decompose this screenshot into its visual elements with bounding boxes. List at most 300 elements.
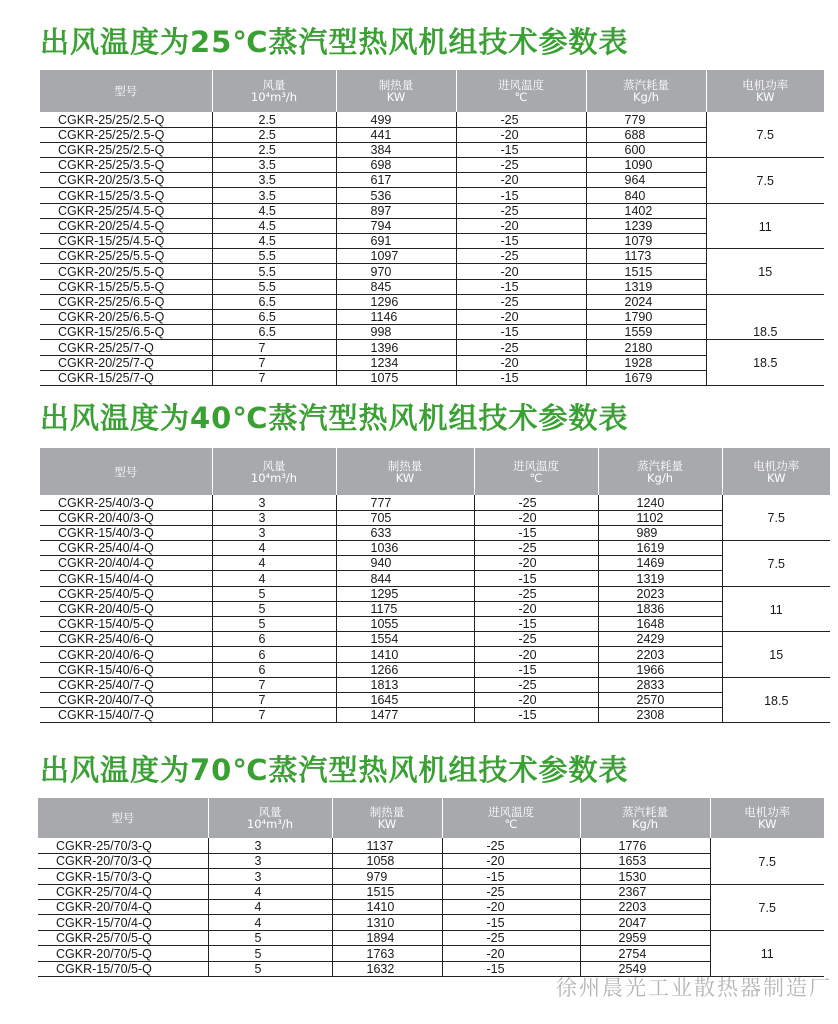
cell-heating-capacity: 1632 [332,961,442,976]
cell-airflow: 4 [212,556,336,571]
cell-motor-power [706,234,824,249]
cell-inlet-temp: -25 [474,586,598,601]
cell-heating-capacity: 1396 [336,340,456,355]
cell-heating-capacity: 705 [336,510,474,525]
cell-motor-power [722,495,830,510]
table-row [38,884,824,899]
table-row [40,309,824,324]
cell-airflow: 6.5 [212,309,336,324]
cell-motor-power [706,279,824,294]
cell-inlet-temp: -15 [474,571,598,586]
table-row [38,869,824,884]
cell-airflow: 6.5 [212,325,336,340]
cell-motor-power [706,370,824,385]
cell-steam-consumption: 2754 [580,946,710,961]
table-row [40,158,824,173]
cell-motor-power [710,838,824,853]
cell-heating-capacity: 1410 [332,900,442,915]
cell-inlet-temp: -25 [456,158,586,173]
column-header-heating-capacity [336,448,474,495]
column-header-line: 电机功率 [742,78,789,92]
cell-heating-capacity: 940 [336,556,474,571]
table-row [40,112,824,127]
column-header-line: 风量 [258,805,282,819]
cell-airflow: 3.5 [212,188,336,203]
column-header-line: 蒸汽耗量 [622,805,668,819]
cell-steam-consumption: 2047 [580,915,710,930]
table-row [38,930,824,945]
cell-heating-capacity: 845 [336,279,456,294]
cell-inlet-temp: -20 [456,218,586,233]
cell-steam-consumption: 2959 [580,930,710,945]
cell-inlet-temp: -15 [442,915,580,930]
cell-airflow: 3.5 [212,173,336,188]
column-header-inlet-temp [456,70,586,112]
cell-steam-consumption: 1776 [580,838,710,853]
column-header-line: KW [395,470,415,485]
cell-inlet-temp: -15 [456,234,586,249]
table-row [40,249,824,264]
table-row [40,692,830,707]
cell-motor-power: 11 [769,602,783,617]
cell-steam-consumption: 2367 [580,884,710,899]
cell-heating-capacity: 1515 [332,884,442,899]
column-header-airflow [208,798,332,838]
column-header-airflow [212,70,336,112]
cell-inlet-temp: -15 [456,370,586,385]
column-header-inlet-temp [442,798,580,838]
cell-inlet-temp: -25 [474,677,598,692]
column-header-steam-consumption [598,448,722,495]
table-row [38,946,824,961]
cell-airflow: 3 [208,869,332,884]
column-header-heating-capacity [336,70,456,112]
cell-steam-consumption: 1559 [586,325,706,340]
cell-motor-power: 18.5 [753,356,778,371]
cell-motor-power: 7.5 [767,556,785,571]
cell-inlet-temp: -25 [474,632,598,647]
cell-model: CGKR-20/25/7-Q [40,355,212,370]
table-title-70c: 出风温度为70℃蒸汽型热风机组技术参数表 [40,753,629,787]
cell-motor-power [722,586,830,601]
cell-steam-consumption: 964 [586,173,706,188]
cell-airflow: 5 [208,961,332,976]
cell-airflow: 4.5 [212,203,336,218]
cell-motor-power: 7.5 [756,128,774,143]
column-header-line: 风量 [262,458,286,473]
cell-inlet-temp: -20 [456,127,586,142]
cell-inlet-temp: -15 [456,142,586,157]
cell-inlet-temp: -15 [474,525,598,540]
table-row [40,525,830,540]
cell-heating-capacity: 1146 [336,309,456,324]
cell-inlet-temp: -15 [442,869,580,884]
cell-heating-capacity: 633 [336,525,474,540]
table-row [40,127,824,142]
cell-airflow: 7 [212,355,336,370]
cell-model: CGKR-20/25/5.5-Q [40,264,212,279]
cell-steam-consumption: 2180 [586,340,706,355]
cell-motor-power: 7.5 [767,511,785,526]
column-header-line: 蒸汽耗量 [623,78,669,92]
cell-inlet-temp: -20 [474,692,598,707]
table-row [40,142,824,157]
table-row [38,853,824,868]
table-row [40,203,824,218]
cell-steam-consumption: 840 [586,188,706,203]
cell-steam-consumption: 2429 [598,632,722,647]
cell-heating-capacity: 1410 [336,647,474,662]
cell-inlet-temp: -25 [442,930,580,945]
cell-model: CGKR-15/40/5-Q [40,617,212,632]
cell-steam-consumption: 989 [598,525,722,540]
cell-heating-capacity: 1234 [336,355,456,370]
cell-steam-consumption: 2308 [598,708,722,723]
cell-steam-consumption: 1079 [586,234,706,249]
cell-inlet-temp: -15 [474,708,598,723]
spec-table-70c [38,798,824,977]
cell-airflow: 4 [212,541,336,556]
cell-motor-power [722,632,830,647]
cell-model: CGKR-20/40/7-Q [40,692,212,707]
cell-model: CGKR-20/25/4.5-Q [40,218,212,233]
cell-motor-power: 11 [758,219,772,234]
table-row [40,632,830,647]
table-title-25c: 出风温度为25℃蒸汽型热风机组技术参数表 [40,25,629,59]
cell-motor-power: 15 [769,648,784,663]
cell-inlet-temp: -20 [456,309,586,324]
column-header-line: 进风温度 [498,78,544,92]
cell-motor-power: 7.5 [758,900,776,915]
cell-heating-capacity: 617 [336,173,456,188]
column-header-steam-consumption [580,798,710,838]
column-header-line: 制热量 [387,458,423,473]
cell-inlet-temp: -20 [474,601,598,616]
cell-model: CGKR-25/25/2.5-Q [40,142,212,157]
column-header-line: KW [766,470,786,485]
table-row [40,495,830,510]
cell-steam-consumption: 2203 [598,647,722,662]
cell-model: CGKR-20/25/6.5-Q [40,309,212,324]
cell-steam-consumption: 1319 [598,571,722,586]
cell-steam-consumption: 1679 [586,370,706,385]
cell-airflow: 7 [212,370,336,385]
column-header-line: ℃ [504,817,518,831]
cell-airflow: 4 [208,900,332,915]
cell-airflow: 5.5 [212,249,336,264]
cell-heating-capacity: 384 [336,142,456,157]
cell-model: CGKR-25/70/4-Q [38,884,208,899]
table-row [40,617,830,632]
cell-steam-consumption: 2570 [598,692,722,707]
cell-motor-power [722,541,830,556]
table-row [40,510,830,525]
cell-airflow: 7 [212,692,336,707]
column-header-line: KW [755,90,775,104]
cell-airflow: 6 [212,647,336,662]
cell-heating-capacity: 777 [336,495,474,510]
cell-model: CGKR-25/40/3-Q [40,495,212,510]
cell-airflow: 6.5 [212,294,336,309]
cell-heating-capacity: 1296 [336,294,456,309]
spec-table-25c [40,70,824,386]
column-header-line: 型号 [114,464,138,479]
column-header-motor-power [710,798,824,838]
table-row [40,677,830,692]
cell-airflow: 4 [208,915,332,930]
cell-motor-power: 18.5 [706,325,824,340]
cell-inlet-temp: -15 [474,662,598,677]
cell-inlet-temp: -15 [456,325,586,340]
cell-steam-consumption: 1836 [598,601,722,616]
cell-inlet-temp: -20 [442,853,580,868]
column-header-line: ℃ [514,90,528,104]
cell-steam-consumption: 1319 [586,279,706,294]
table-row [40,601,830,616]
column-header-line: Kg/h [631,817,658,831]
cell-motor-power: 18.5 [764,693,789,708]
table-row [40,264,824,279]
cell-model: CGKR-20/70/3-Q [38,853,208,868]
cell-steam-consumption: 1648 [598,617,722,632]
cell-inlet-temp: -25 [474,541,598,556]
cell-motor-power [706,188,824,203]
table-row [40,556,830,571]
cell-inlet-temp: -25 [442,838,580,853]
header-row [38,798,824,838]
cell-heating-capacity: 897 [336,203,456,218]
cell-airflow: 7 [212,677,336,692]
cell-model: CGKR-20/25/3.5-Q [40,173,212,188]
cell-heating-capacity: 1058 [332,853,442,868]
cell-airflow: 2.5 [212,112,336,127]
cell-inlet-temp: -15 [474,617,598,632]
cell-model: CGKR-25/40/5-Q [40,586,212,601]
cell-model: CGKR-20/70/5-Q [38,946,208,961]
column-header-line: KW [386,90,406,104]
cell-inlet-temp: -25 [456,249,586,264]
table-row [40,234,824,249]
cell-heating-capacity: 1310 [332,915,442,930]
column-header-line: ℃ [529,470,543,485]
cell-inlet-temp: -25 [456,340,586,355]
column-header-line: 进风温度 [488,805,534,819]
column-header-line: Kg/h [632,90,659,104]
column-header-line: 型号 [114,84,138,98]
cell-model: CGKR-20/40/5-Q [40,601,212,616]
table-row [40,218,824,233]
column-header-motor-power [706,70,824,112]
cell-motor-power [710,930,824,945]
cell-heating-capacity: 794 [336,218,456,233]
cell-model: CGKR-25/70/3-Q [38,838,208,853]
cell-steam-consumption: 2024 [586,294,706,309]
table-row [40,173,824,188]
cell-airflow: 6 [212,632,336,647]
cell-model: CGKR-15/70/4-Q [38,915,208,930]
cell-inlet-temp: -20 [456,355,586,370]
cell-steam-consumption: 1102 [598,510,722,525]
cell-heating-capacity: 1055 [336,617,474,632]
table-row [40,294,824,309]
table-row [40,708,830,723]
cell-airflow: 5 [208,930,332,945]
cell-steam-consumption: 1173 [586,249,706,264]
column-header-line: 10⁴m³/h [246,817,294,831]
cell-heating-capacity: 998 [336,325,456,340]
cell-model: CGKR-20/40/6-Q [40,647,212,662]
column-header-line: 制热量 [369,805,405,819]
cell-airflow: 5 [212,586,336,601]
cell-motor-power [706,158,824,173]
column-header-line: 风量 [262,78,286,92]
cell-inlet-temp: -20 [474,510,598,525]
cell-heating-capacity: 1763 [332,946,442,961]
cell-airflow: 3 [208,853,332,868]
cell-model: CGKR-25/25/2.5-Q [40,127,212,142]
cell-steam-consumption: 1239 [586,218,706,233]
cell-steam-consumption: 688 [586,127,706,142]
cell-steam-consumption: 1928 [586,355,706,370]
column-header-line: 10⁴m³/h [250,90,298,104]
cell-model: CGKR-25/40/6-Q [40,632,212,647]
cell-model: CGKR-25/25/3.5-Q [40,158,212,173]
cell-model: CGKR-20/40/3-Q [40,510,212,525]
table-row [40,541,830,556]
cell-airflow: 5 [212,601,336,616]
cell-model: CGKR-25/70/5-Q [38,930,208,945]
column-header-heating-capacity [332,798,442,838]
table-row [40,325,824,340]
cell-airflow: 5 [212,617,336,632]
column-header-line: 电机功率 [753,458,800,473]
cell-motor-power [706,340,824,355]
cell-airflow: 3 [212,525,336,540]
cell-motor-power: 15 [758,265,773,280]
cell-motor-power: 7.5 [758,854,776,869]
table-row [40,586,830,601]
cell-motor-power [710,869,824,884]
cell-model: CGKR-20/40/4-Q [40,556,212,571]
cell-airflow: 5.5 [212,264,336,279]
column-header-inlet-temp [474,448,598,495]
cell-airflow: 7 [212,340,336,355]
table-row [38,838,824,853]
cell-inlet-temp: -15 [456,188,586,203]
table-row [40,279,824,294]
cell-inlet-temp: -25 [474,495,598,510]
cell-motor-power: 7.5 [756,173,774,188]
cell-motor-power [706,309,824,324]
cell-steam-consumption: 1090 [586,158,706,173]
cell-airflow: 3.5 [212,158,336,173]
cell-model: CGKR-25/25/5.5-Q [40,249,212,264]
header-row [40,448,830,495]
cell-heating-capacity: 1554 [336,632,474,647]
column-header-line: KW [377,817,397,831]
cell-heating-capacity: 1295 [336,586,474,601]
cell-motor-power [710,884,824,899]
cell-model: CGKR-15/70/5-Q [38,961,208,976]
column-header-model [40,448,212,495]
cell-motor-power [722,617,830,632]
cell-airflow: 3 [212,495,336,510]
column-header-steam-consumption [586,70,706,112]
column-header-line: KW [757,817,777,831]
cell-airflow: 6 [212,662,336,677]
column-header-line: Kg/h [646,470,673,485]
column-header-line: 电机功率 [744,805,791,819]
cell-heating-capacity: 1645 [336,692,474,707]
cell-steam-consumption: 2833 [598,677,722,692]
cell-model: CGKR-25/25/7-Q [40,340,212,355]
table-row [40,188,824,203]
cell-model: CGKR-15/40/6-Q [40,662,212,677]
cell-heating-capacity: 1175 [336,601,474,616]
spec-table-40c [40,448,830,723]
cell-inlet-temp: -15 [442,961,580,976]
cell-heating-capacity: 1137 [332,838,442,853]
column-header-line: 制热量 [378,78,414,92]
cell-inlet-temp: -20 [474,647,598,662]
cell-model: CGKR-25/25/6.5-Q [40,294,212,309]
cell-steam-consumption: 1966 [598,662,722,677]
cell-model: CGKR-25/25/2.5-Q [40,112,212,127]
column-header-line: 蒸汽耗量 [637,458,683,473]
cell-steam-consumption: 1515 [586,264,706,279]
cell-steam-consumption: 1469 [598,556,722,571]
column-header-model [40,70,212,112]
cell-model: CGKR-15/25/3.5-Q [40,188,212,203]
cell-airflow: 4.5 [212,234,336,249]
cell-motor-power [710,915,824,930]
cell-motor-power [722,708,830,723]
cell-airflow: 4 [208,884,332,899]
column-header-line: 进风温度 [513,458,559,473]
cell-motor-power [706,203,824,218]
manufacturer-watermark: 徐州晨光工业散热器制造厂 [556,976,832,1000]
table-row [40,647,830,662]
cell-steam-consumption: 1790 [586,309,706,324]
cell-airflow: 3 [208,838,332,853]
cell-heating-capacity: 970 [336,264,456,279]
cell-heating-capacity: 1075 [336,370,456,385]
cell-airflow: 2.5 [212,142,336,157]
cell-motor-power: 11 [760,947,774,962]
column-header-airflow [212,448,336,495]
cell-inlet-temp: -25 [456,112,586,127]
cell-steam-consumption: 1619 [598,541,722,556]
cell-steam-consumption: 1653 [580,853,710,868]
header-row [40,70,824,112]
cell-inlet-temp: -20 [474,556,598,571]
cell-inlet-temp: -20 [456,264,586,279]
cell-inlet-temp: -25 [456,203,586,218]
column-header-line: 10⁴m³/h [250,470,298,485]
column-header-model [38,798,208,838]
cell-inlet-temp: -20 [456,173,586,188]
cell-heating-capacity: 698 [336,158,456,173]
table-row [40,355,824,370]
cell-model: CGKR-15/25/6.5-Q [40,325,212,340]
cell-airflow: 5.5 [212,279,336,294]
table-row [40,340,824,355]
cell-inlet-temp: -20 [442,946,580,961]
cell-steam-consumption: 600 [586,142,706,157]
cell-steam-consumption: 1530 [580,869,710,884]
cell-model: CGKR-25/25/4.5-Q [40,203,212,218]
cell-model: CGKR-15/25/4.5-Q [40,234,212,249]
